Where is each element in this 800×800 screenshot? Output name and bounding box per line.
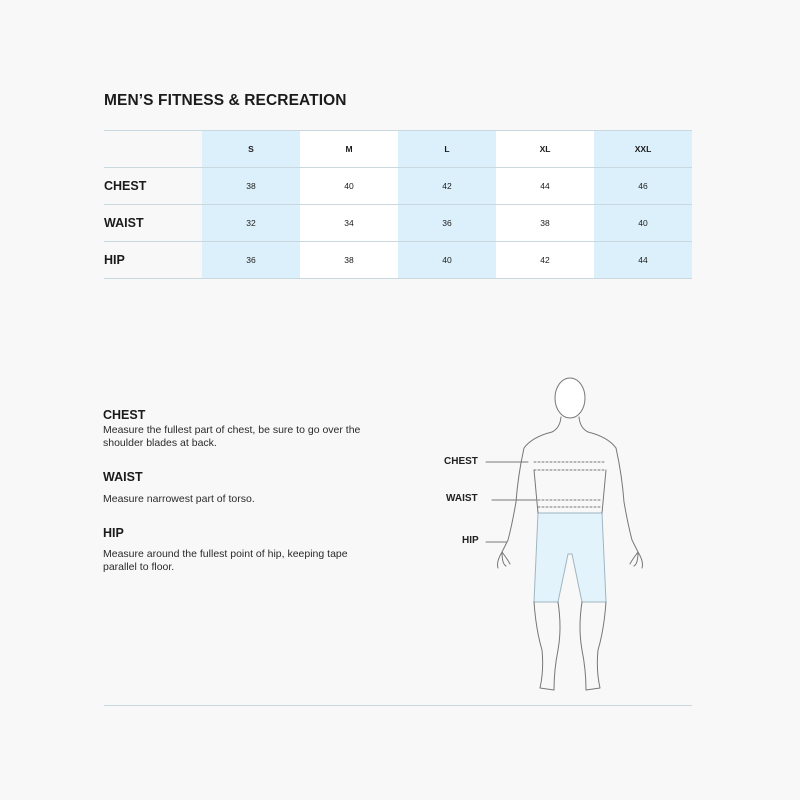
figure-label-waist: WAIST <box>446 493 478 504</box>
bottom-divider <box>104 705 692 706</box>
size-header-l: L <box>398 131 496 168</box>
table-corner-cell <box>104 131 202 168</box>
table-cell: 40 <box>398 242 496 279</box>
page-title: MEN’S FITNESS & RECREATION <box>104 92 347 109</box>
table-cell: 42 <box>398 168 496 205</box>
table-cell: 38 <box>202 168 300 205</box>
table-cell: 44 <box>594 242 692 279</box>
table-cell: 40 <box>594 205 692 242</box>
instruction-text: Measure narrowest part of torso. <box>103 493 255 505</box>
row-label-waist: WAIST <box>104 205 202 242</box>
instruction-title: CHEST <box>103 408 146 422</box>
table-cell: 32 <box>202 205 300 242</box>
instruction-text: Measure around the fullest point of hip, keeping tape parallel to floor. <box>103 548 348 573</box>
table-row-chest <box>104 168 692 205</box>
body-measurement-figure <box>430 370 690 700</box>
instruction-hip <box>103 526 363 573</box>
table-cell: 44 <box>496 168 594 205</box>
size-chart-table <box>104 130 692 279</box>
instruction-title: HIP <box>103 526 124 540</box>
row-label-chest: CHEST <box>104 168 202 205</box>
instruction-chest <box>103 408 363 449</box>
instruction-waist <box>103 470 363 506</box>
size-header-xxl: XXL <box>594 131 692 168</box>
table-row-hip <box>104 242 692 279</box>
table-row-waist <box>104 205 692 242</box>
instruction-text: Measure the fullest part of chest, be sure to go over the shoulder blades at back. <box>103 424 361 449</box>
size-header-m: M <box>300 131 398 168</box>
table-cell: 38 <box>496 205 594 242</box>
instruction-title: WAIST <box>103 470 143 484</box>
figure-label-hip: HIP <box>462 535 479 546</box>
size-header-xl: XL <box>496 131 594 168</box>
figure-label-chest: CHEST <box>444 456 478 467</box>
table-cell: 46 <box>594 168 692 205</box>
table-cell: 34 <box>300 205 398 242</box>
size-header-s: S <box>202 131 300 168</box>
table-cell: 38 <box>300 242 398 279</box>
table-cell: 40 <box>300 168 398 205</box>
row-label-hip: HIP <box>104 242 202 279</box>
table-header-row <box>104 131 692 168</box>
table-cell: 36 <box>398 205 496 242</box>
table-cell: 42 <box>496 242 594 279</box>
table-cell: 36 <box>202 242 300 279</box>
